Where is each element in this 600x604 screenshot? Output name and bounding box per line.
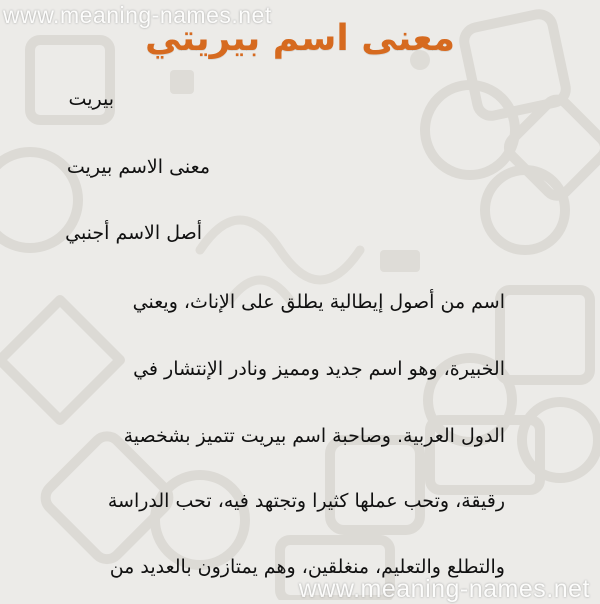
site-watermark-bottom: www.meaning-names.net <box>298 575 590 603</box>
description-line-1: اسم من أصول إيطالية يطلق على الإناث، ويعني <box>132 291 505 313</box>
description-line-4: رقيقة، وتحب عملها كثيرا وتجتهد فيه، تحب الدراسة <box>107 490 505 512</box>
description-line-2: الخبيرة، وهو اسم جديد ومميز ونادر الإنتشار في <box>133 358 505 380</box>
name-line: بيريت <box>68 88 114 110</box>
page-title: معنى اسم بيريتي <box>144 18 455 59</box>
origin-line: أصل الاسم أجنبي <box>65 222 202 244</box>
meaning-heading: معنى الاسم بيريت <box>66 156 210 178</box>
site-watermark-top: www.meaning-names.net <box>3 2 272 28</box>
description-line-3: الدول العربية. وصاحبة اسم بيريت تتميز بشخصية <box>123 425 505 447</box>
description-line-5: والتطلع والتعليم، منغلقين، وهم يمتازون بالعديد من <box>109 556 505 578</box>
